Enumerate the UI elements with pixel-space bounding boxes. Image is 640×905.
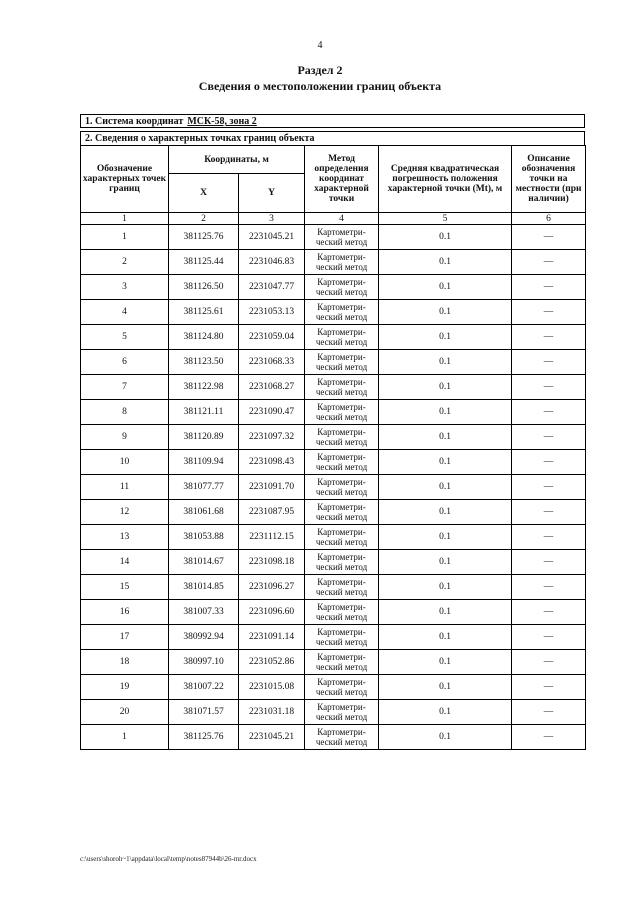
cell-description: — xyxy=(512,525,586,550)
cell-y: 2231091.70 xyxy=(239,475,305,500)
page-heading xyxy=(0,62,640,94)
cell-x: 381109.94 xyxy=(169,450,239,475)
cell-y: 2231052.86 xyxy=(239,650,305,675)
cell-y: 2231090.47 xyxy=(239,400,305,425)
cell-x: 381120.89 xyxy=(169,425,239,450)
points-section-label: 2. Сведения о характерных точках границ объекта xyxy=(85,133,315,144)
table-row xyxy=(81,250,586,275)
cell-method: Картометри-ческий метод xyxy=(305,425,379,450)
table-row xyxy=(81,675,586,700)
cell-y: 2231015.08 xyxy=(239,675,305,700)
table-row xyxy=(81,550,586,575)
cell-accuracy: 0.1 xyxy=(379,575,512,600)
cell-description: — xyxy=(512,475,586,500)
cell-point: 3 xyxy=(81,275,169,300)
cell-method: Картометри-ческий метод xyxy=(305,400,379,425)
cell-y: 2231097.32 xyxy=(239,425,305,450)
cell-method: Картометри-ческий метод xyxy=(305,575,379,600)
cell-accuracy: 0.1 xyxy=(379,425,512,450)
cell-accuracy: 0.1 xyxy=(379,375,512,400)
table-row xyxy=(81,400,586,425)
cell-description: — xyxy=(512,225,586,250)
cell-method: Картометри-ческий метод xyxy=(305,625,379,650)
header-accuracy: Средняя квадратическая погрешность положения характерной точки (Mt), м xyxy=(379,146,512,213)
cell-y: 2231098.18 xyxy=(239,550,305,575)
cell-description: — xyxy=(512,300,586,325)
col-number: 5 xyxy=(379,213,512,225)
table-row xyxy=(81,475,586,500)
cell-accuracy: 0.1 xyxy=(379,600,512,625)
cell-description: — xyxy=(512,700,586,725)
cell-x: 381124.80 xyxy=(169,325,239,350)
cell-method: Картометри-ческий метод xyxy=(305,675,379,700)
cell-description: — xyxy=(512,625,586,650)
table-row xyxy=(81,225,586,250)
table-row xyxy=(81,725,586,750)
cell-method: Картометри-ческий метод xyxy=(305,525,379,550)
cell-x: 381126.50 xyxy=(169,275,239,300)
cell-method: Картометри-ческий метод xyxy=(305,500,379,525)
cell-accuracy: 0.1 xyxy=(379,650,512,675)
table-row xyxy=(81,375,586,400)
section-title: Раздел 2 xyxy=(297,63,343,77)
cell-x: 381123.50 xyxy=(169,350,239,375)
cell-point: 1 xyxy=(81,725,169,750)
table-row xyxy=(81,450,586,475)
cell-y: 2231047.77 xyxy=(239,275,305,300)
cell-point: 4 xyxy=(81,300,169,325)
cell-point: 19 xyxy=(81,675,169,700)
cell-method: Картометри-ческий метод xyxy=(305,450,379,475)
cell-method: Картометри-ческий метод xyxy=(305,350,379,375)
cell-x: 381007.33 xyxy=(169,600,239,625)
cell-description: — xyxy=(512,600,586,625)
table-row xyxy=(81,625,586,650)
cell-y: 2231096.27 xyxy=(239,575,305,600)
cell-x: 381125.76 xyxy=(169,725,239,750)
cell-point: 16 xyxy=(81,600,169,625)
cell-accuracy: 0.1 xyxy=(379,475,512,500)
cell-description: — xyxy=(512,375,586,400)
header-y: Y xyxy=(239,174,305,213)
cell-x: 381014.85 xyxy=(169,575,239,600)
table-row xyxy=(81,700,586,725)
cell-method: Картометри-ческий метод xyxy=(305,225,379,250)
cell-y: 2231045.21 xyxy=(239,725,305,750)
table-row xyxy=(81,325,586,350)
cell-y: 2231068.33 xyxy=(239,350,305,375)
cell-description: — xyxy=(512,325,586,350)
table-row xyxy=(81,300,586,325)
cell-accuracy: 0.1 xyxy=(379,325,512,350)
cell-y: 2231031.18 xyxy=(239,700,305,725)
cell-accuracy: 0.1 xyxy=(379,350,512,375)
cell-method: Картометри-ческий метод xyxy=(305,325,379,350)
header-method: Метод определения координат характерной точки xyxy=(305,146,379,213)
cell-accuracy: 0.1 xyxy=(379,725,512,750)
cell-method: Картометри-ческий метод xyxy=(305,250,379,275)
cell-y: 2231091.14 xyxy=(239,625,305,650)
cell-accuracy: 0.1 xyxy=(379,275,512,300)
cell-point: 5 xyxy=(81,325,169,350)
cell-accuracy: 0.1 xyxy=(379,675,512,700)
cell-description: — xyxy=(512,400,586,425)
cell-x: 381071.57 xyxy=(169,700,239,725)
cell-method: Картометри-ческий метод xyxy=(305,550,379,575)
header-coords: Координаты, м xyxy=(169,146,305,174)
cell-method: Картометри-ческий метод xyxy=(305,475,379,500)
cell-description: — xyxy=(512,275,586,300)
cell-point: 17 xyxy=(81,625,169,650)
cell-accuracy: 0.1 xyxy=(379,700,512,725)
cell-method: Картометри-ческий метод xyxy=(305,650,379,675)
cell-method: Картометри-ческий метод xyxy=(305,725,379,750)
coordinate-system-value: МСК-58, зона 2 xyxy=(187,116,257,127)
cell-x: 381077.77 xyxy=(169,475,239,500)
cell-y: 2231096.60 xyxy=(239,600,305,625)
cell-accuracy: 0.1 xyxy=(379,450,512,475)
table-row xyxy=(81,525,586,550)
cell-description: — xyxy=(512,650,586,675)
cell-method: Картометри-ческий метод xyxy=(305,600,379,625)
cell-point: 1 xyxy=(81,225,169,250)
table-row xyxy=(81,600,586,625)
col-number: 6 xyxy=(512,213,586,225)
coordinate-system-label: 1. Система координат xyxy=(85,116,184,127)
cell-accuracy: 0.1 xyxy=(379,400,512,425)
cell-x: 380997.10 xyxy=(169,650,239,675)
cell-accuracy: 0.1 xyxy=(379,500,512,525)
cell-x: 381053.88 xyxy=(169,525,239,550)
cell-accuracy: 0.1 xyxy=(379,550,512,575)
cell-x: 381125.76 xyxy=(169,225,239,250)
header-description: Описание обозначения точки на местности (при наличии) xyxy=(512,146,586,213)
header-point: Обозначение характерных точек границ xyxy=(81,146,169,213)
cell-accuracy: 0.1 xyxy=(379,250,512,275)
column-numbers-row xyxy=(81,213,586,225)
cell-point: 12 xyxy=(81,500,169,525)
cell-x: 381121.11 xyxy=(169,400,239,425)
points-table xyxy=(80,145,586,750)
cell-point: 14 xyxy=(81,550,169,575)
cell-accuracy: 0.1 xyxy=(379,625,512,650)
page-number: 4 xyxy=(317,40,323,51)
cell-accuracy: 0.1 xyxy=(379,300,512,325)
table-row xyxy=(81,500,586,525)
table-row xyxy=(81,275,586,300)
cell-point: 10 xyxy=(81,450,169,475)
cell-y: 2231068.27 xyxy=(239,375,305,400)
cell-point: 9 xyxy=(81,425,169,450)
table-row xyxy=(81,425,586,450)
cell-x: 380992.94 xyxy=(169,625,239,650)
cell-method: Картометри-ческий метод xyxy=(305,275,379,300)
cell-accuracy: 0.1 xyxy=(379,225,512,250)
table-row xyxy=(81,575,586,600)
cell-accuracy: 0.1 xyxy=(379,525,512,550)
cell-y: 2231087.95 xyxy=(239,500,305,525)
col-number: 4 xyxy=(305,213,379,225)
cell-description: — xyxy=(512,500,586,525)
cell-point: 18 xyxy=(81,650,169,675)
cell-x: 381122.98 xyxy=(169,375,239,400)
col-number: 1 xyxy=(81,213,169,225)
cell-x: 381125.61 xyxy=(169,300,239,325)
points-section-box xyxy=(80,131,585,145)
header-x: X xyxy=(169,174,239,213)
cell-point: 6 xyxy=(81,350,169,375)
cell-y: 2231053.13 xyxy=(239,300,305,325)
file-path-footer: c:\users\shoroh~1\appdata\local\temp\notes87944b\26-mr.docx xyxy=(80,855,257,863)
cell-method: Картометри-ческий метод xyxy=(305,700,379,725)
cell-y: 2231059.04 xyxy=(239,325,305,350)
cell-method: Картометри-ческий метод xyxy=(305,375,379,400)
cell-point: 8 xyxy=(81,400,169,425)
cell-method: Картометри-ческий метод xyxy=(305,300,379,325)
cell-y: 2231046.83 xyxy=(239,250,305,275)
cell-point: 15 xyxy=(81,575,169,600)
coordinate-system-box xyxy=(80,114,585,128)
cell-x: 381125.44 xyxy=(169,250,239,275)
cell-description: — xyxy=(512,250,586,275)
cell-description: — xyxy=(512,350,586,375)
cell-y: 2231112.15 xyxy=(239,525,305,550)
cell-x: 381061.68 xyxy=(169,500,239,525)
section-subtitle: Сведения о местоположении границ объекта xyxy=(198,79,442,93)
cell-description: — xyxy=(512,575,586,600)
cell-point: 11 xyxy=(81,475,169,500)
cell-point: 7 xyxy=(81,375,169,400)
cell-x: 381014.67 xyxy=(169,550,239,575)
col-number: 3 xyxy=(239,213,305,225)
col-number: 2 xyxy=(169,213,239,225)
table-row xyxy=(81,350,586,375)
cell-y: 2231045.21 xyxy=(239,225,305,250)
cell-point: 20 xyxy=(81,700,169,725)
cell-x: 381007.22 xyxy=(169,675,239,700)
cell-description: — xyxy=(512,550,586,575)
cell-description: — xyxy=(512,425,586,450)
cell-description: — xyxy=(512,725,586,750)
table-row xyxy=(81,650,586,675)
cell-description: — xyxy=(512,675,586,700)
cell-point: 13 xyxy=(81,525,169,550)
cell-y: 2231098.43 xyxy=(239,450,305,475)
cell-point: 2 xyxy=(81,250,169,275)
cell-description: — xyxy=(512,450,586,475)
